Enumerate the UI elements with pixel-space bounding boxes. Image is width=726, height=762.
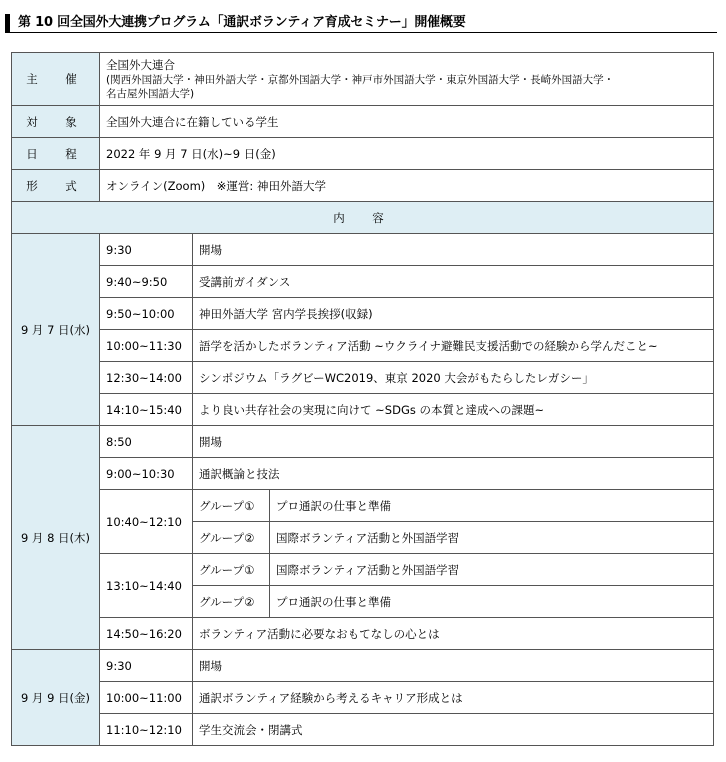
session-title: より良い共存社会の実現に向けて ~SDGs の本質と達成への課題~ [193, 394, 714, 426]
group-title: プロ通訳の仕事と準備 [270, 490, 714, 522]
content-header: 内 容 [12, 202, 714, 234]
session-time: 13:10~14:40 [100, 554, 193, 618]
target-row [12, 106, 714, 138]
table-row [12, 298, 714, 330]
table-row [12, 458, 714, 490]
session-title: 受講前ガイダンス [193, 266, 714, 298]
session-title: 語学を活かしたボランティア活動 ~ウクライナ避難民支援活動での経験から学んだこと~ [193, 330, 714, 362]
session-title: 神田外語大学 宮内学長挨拶(収録) [193, 298, 714, 330]
title-accent-bar [5, 14, 10, 33]
host-value: 全国外大連合 [106, 57, 175, 72]
group-label: グループ② [193, 522, 270, 554]
schedule-label: 日 程 [12, 138, 100, 170]
host-label: 主 催 [12, 53, 100, 106]
group-title: 国際ボランティア活動と外国語学習 [270, 522, 714, 554]
host-cell [100, 53, 714, 106]
session-time: 9:50~10:00 [100, 298, 193, 330]
session-title: ボランティア活動に必要なおもてなしの心とは [193, 618, 714, 650]
format-value: オンライン(Zoom) ※運営: 神田外語大学 [100, 170, 714, 202]
day-date: 9 月 7 日(水) [12, 234, 100, 426]
table-row [12, 714, 714, 746]
table-row [12, 554, 714, 586]
session-title: 通訳概論と技法 [193, 458, 714, 490]
session-time: 9:00~10:30 [100, 458, 193, 490]
session-title: 学生交流会・閉講式 [193, 714, 714, 746]
session-time: 9:40~9:50 [100, 266, 193, 298]
table-row [12, 682, 714, 714]
group-title: 国際ボランティア活動と外国語学習 [270, 554, 714, 586]
schedule-value: 2022 年 9 月 7 日(水)~9 日(金) [100, 138, 714, 170]
session-time: 10:00~11:00 [100, 682, 193, 714]
title-bar [5, 14, 717, 33]
table-row [12, 650, 714, 682]
table-row [12, 362, 714, 394]
session-time: 9:30 [100, 650, 193, 682]
group-label: グループ① [193, 554, 270, 586]
schedule-row [12, 138, 714, 170]
day-date: 9 月 8 日(木) [12, 426, 100, 650]
session-title: シンポジウム「ラグビーWC2019、東京 2020 大会がもたらしたレガシー」 [193, 362, 714, 394]
session-title: 開場 [193, 234, 714, 266]
target-value: 全国外大連合に在籍している学生 [100, 106, 714, 138]
page-title: 第 10 回全国外大連携プログラム「通訳ボランティア育成セミナー」開催概要 [18, 15, 466, 30]
group-title: プロ通訳の仕事と準備 [270, 586, 714, 618]
session-time: 12:30~14:00 [100, 362, 193, 394]
host-members-line2: 名古屋外国語大学) [106, 87, 195, 100]
overview-table [11, 52, 714, 746]
session-time: 14:50~16:20 [100, 618, 193, 650]
format-label: 形 式 [12, 170, 100, 202]
host-members-line1: (関西外国語大学・神田外語大学・京都外国語大学・神戸市外国語大学・東京外国語大学・長崎外国語大学・ [106, 73, 615, 86]
session-title: 開場 [193, 650, 714, 682]
table-row [12, 330, 714, 362]
session-time: 10:00~11:30 [100, 330, 193, 362]
session-title: 通訳ボランティア経験から考えるキャリア形成とは [193, 682, 714, 714]
session-time: 11:10~12:10 [100, 714, 193, 746]
session-title: 開場 [193, 426, 714, 458]
target-label: 対 象 [12, 106, 100, 138]
group-label: グループ② [193, 586, 270, 618]
table-row [12, 394, 714, 426]
format-row [12, 170, 714, 202]
session-time: 10:40~12:10 [100, 490, 193, 554]
session-time: 8:50 [100, 426, 193, 458]
content-header-row [12, 202, 714, 234]
table-row [12, 618, 714, 650]
group-label: グループ① [193, 490, 270, 522]
table-row [12, 490, 714, 522]
table-row [12, 426, 714, 458]
session-time: 9:30 [100, 234, 193, 266]
table-row [12, 266, 714, 298]
day-date: 9 月 9 日(金) [12, 650, 100, 746]
table-row [12, 234, 714, 266]
host-row [12, 53, 714, 106]
session-time: 14:10~15:40 [100, 394, 193, 426]
